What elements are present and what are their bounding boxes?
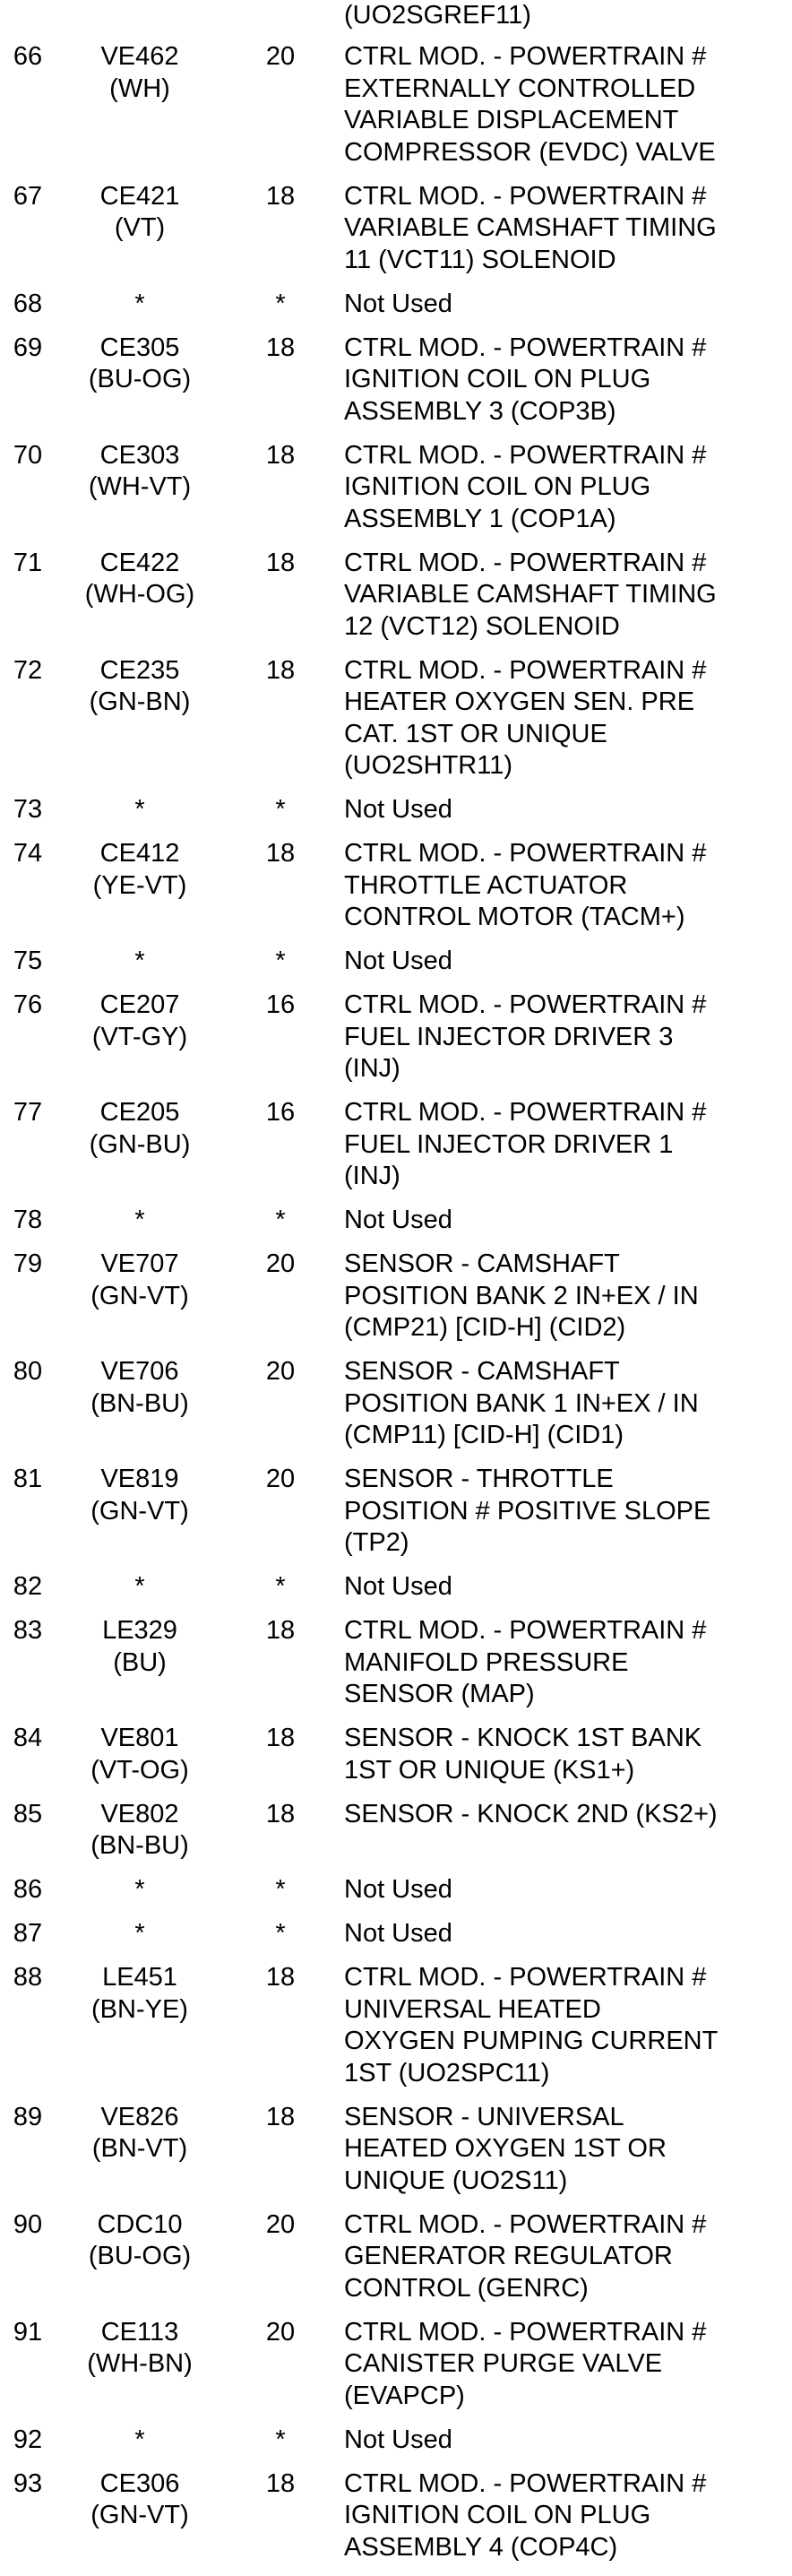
pin-number: 68 [13,289,43,318]
pin-number: 70 [13,440,43,470]
pin-number: 82 [13,1572,43,1601]
pin-number: 81 [13,1465,43,1493]
circuit-code: * [134,947,145,975]
function-text: SENSOR - CAMSHAFT POSITION BANK 2 IN+EX / IN (CMP21) [CID-H] (CID2) [344,1249,699,1342]
function-text: CTRL MOD. - POWERTRAIN # CANISTER PURGE VALVE (EVAPCP) [344,2317,707,2410]
circuit-code: CE303 (WH-VT) [88,440,192,501]
pin-number: 83 [13,1616,43,1645]
wire-gauge: 18 [265,1963,296,1992]
table-row [0,1205,792,1249]
table-row [0,1723,792,1799]
table-row [0,41,792,181]
pin-number: 66 [13,42,43,71]
circuit-code: VE707 (GN-VT) [90,1249,189,1310]
table-row [0,2209,792,2317]
table-row [0,2425,792,2468]
pin-number: 75 [13,947,43,975]
function-text: Not Used [344,1572,452,1601]
continuation-row [0,0,792,41]
circuit-code: * [134,289,145,318]
function-text: CTRL MOD. - POWERTRAIN # FUEL INJECTOR DRIVER 3 (INJ) [344,990,707,1083]
table-row [0,838,792,946]
function-text: CTRL MOD. - POWERTRAIN # VARIABLE CAMSHAFT TIMING 12 (VCT12) SOLENOID [344,548,717,641]
table-row [0,1962,792,2102]
function-text: CTRL MOD. - POWERTRAIN # MANIFOLD PRESSURE SENSOR (MAP) [344,1616,707,1708]
pin-number: 91 [13,2317,43,2347]
table-row [0,2102,792,2209]
wire-gauge: * [275,1572,286,1601]
table-row [0,289,792,333]
pin-number: 80 [13,1357,43,1386]
function-text: SENSOR - CAMSHAFT POSITION BANK 1 IN+EX / IN (CMP11) [CID-H] (CID1) [344,1357,699,1449]
table-row [0,1464,792,1571]
function-text: SENSOR - THROTTLE POSITION # POSITIVE SLOPE (TP2) [344,1465,711,1557]
function-text: Not Used [344,2425,452,2454]
circuit-code: * [134,1875,145,1904]
circuit-code: CE412 (YE-VT) [92,839,187,900]
table-row [0,1874,792,1918]
pin-number: 69 [13,333,43,362]
table-row [0,655,792,795]
function-text: CTRL MOD. - POWERTRAIN # EXTERNALLY CONTROLLED VARIABLE DISPLACEMENT COMPRESSOR (EVDC) VALVE [344,42,716,167]
wire-gauge: 20 [265,1465,296,1493]
wire-gauge: 18 [265,839,296,868]
circuit-code: CE205 (GN-BU) [89,1098,191,1159]
circuit-code: CDC10 (BU-OG) [88,2209,192,2270]
wire-gauge: 18 [265,1616,296,1645]
function-text: (UO2SGREF11) [344,1,531,30]
function-text: CTRL MOD. - POWERTRAIN # IGNITION COIL ON PLUG ASSEMBLY 3 (COP3B) [344,333,707,426]
function-text: CTRL MOD. - POWERTRAIN # FUEL INJECTOR DRIVER 1 (INJ) [344,1098,707,1190]
pin-number: 67 [13,181,43,211]
wire-gauge: 18 [265,548,296,577]
circuit-code: CE113 (WH-BN) [87,2317,193,2378]
pin-number: 90 [13,2209,43,2239]
pin-number: 77 [13,1098,43,1127]
function-text: CTRL MOD. - POWERTRAIN # GENERATOR REGULATOR CONTROL (GENRC) [344,2209,707,2303]
table-row [0,333,792,440]
function-text: Not Used [344,1206,452,1234]
wire-gauge: * [275,1206,286,1234]
wire-gauge: 20 [265,2209,296,2239]
circuit-code: CE305 (BU-OG) [88,333,192,393]
wire-gauge: 16 [265,1098,296,1127]
circuit-code: LE451 (BN-YE) [91,1963,188,2024]
table-row [0,440,792,548]
table-row [0,990,792,1097]
table-row [0,794,792,838]
wire-gauge: * [275,947,286,975]
pin-number: 79 [13,1249,43,1278]
circuit-code: CE421 (VT) [99,181,180,242]
wire-gauge: 20 [265,1357,296,1386]
circuit-code: * [134,1919,145,1948]
table-row [0,1571,792,1615]
wire-gauge: 18 [265,333,296,362]
table-row [0,2468,792,2576]
wire-gauge: 18 [265,2468,296,2498]
function-text: Not Used [344,795,452,824]
wire-gauge: 18 [265,181,296,211]
wire-gauge: 20 [265,1249,296,1278]
table-row [0,1356,792,1464]
wire-gauge: * [275,1919,286,1948]
function-text: CTRL MOD. - POWERTRAIN # THROTTLE ACTUATOR CONTROL MOTOR (TACM+) [344,839,707,931]
circuit-code: VE462 (WH) [100,42,179,103]
pin-number: 85 [13,1799,43,1828]
circuit-code: VE706 (BN-BU) [90,1357,189,1418]
pin-number: 88 [13,1963,43,1992]
table-row [0,1615,792,1723]
pin-number: 93 [13,2468,43,2498]
table-row [0,1097,792,1205]
function-text: CTRL MOD. - POWERTRAIN # IGNITION COIL ON PLUG ASSEMBLY 1 (COP1A) [344,440,707,533]
function-text: Not Used [344,1875,452,1904]
table-row [0,1249,792,1356]
function-text: CTRL MOD. - POWERTRAIN # HEATER OXYGEN SEN. PRE CAT. 1ST OR UNIQUE (UO2SHTR11) [344,655,707,780]
wire-gauge: 18 [265,2102,296,2131]
function-text: CTRL MOD. - POWERTRAIN # VARIABLE CAMSHAFT TIMING 11 (VCT11) SOLENOID [344,181,717,274]
wire-gauge: 20 [265,42,296,71]
table-row [0,2317,792,2425]
pin-number: 84 [13,1724,43,1752]
circuit-code: * [134,795,145,824]
circuit-code: VE819 (GN-VT) [90,1465,189,1526]
wire-gauge: * [275,2425,286,2454]
function-text: Not Used [344,947,452,975]
pin-rows [0,41,792,2576]
circuit-code: * [134,1206,145,1234]
function-text: SENSOR - KNOCK 2ND (KS2+) [344,1799,718,1828]
pin-number: 89 [13,2102,43,2131]
function-text: CTRL MOD. - POWERTRAIN # IGNITION COIL ON PLUG ASSEMBLY 4 (COP4C) [344,2468,707,2562]
circuit-code: CE235 (GN-BN) [89,655,191,716]
circuit-code: VE801 (VT-OG) [90,1724,189,1785]
function-text: CTRL MOD. - POWERTRAIN # UNIVERSAL HEATED OXYGEN PUMPING CURRENT 1ST (UO2SPC11) [344,1963,719,2088]
circuit-code: VE802 (BN-BU) [90,1799,189,1860]
circuit-code: CE207 (VT-GY) [91,990,188,1051]
circuit-code: * [134,1572,145,1601]
pin-number: 72 [13,655,43,685]
circuit-code: CE422 (WH-OG) [84,548,195,609]
table-row [0,1799,792,1875]
pin-number: 78 [13,1206,43,1234]
pin-number: 92 [13,2425,43,2454]
pin-number: 74 [13,839,43,868]
wire-gauge: * [275,795,286,824]
function-text: Not Used [344,1919,452,1948]
circuit-code: CE306 (GN-VT) [90,2468,189,2529]
wire-gauge: 18 [265,1799,296,1828]
wire-gauge: * [275,289,286,318]
wire-gauge: 18 [265,1724,296,1752]
function-text: SENSOR - KNOCK 1ST BANK 1ST OR UNIQUE (KS1+) [344,1724,702,1785]
table-row [0,548,792,655]
wire-gauge: 20 [265,2317,296,2347]
wire-gauge: 18 [265,440,296,470]
table-row [0,1918,792,1962]
table-row [0,946,792,990]
pin-number: 71 [13,548,43,577]
wire-gauge: * [275,1875,286,1904]
pin-number: 73 [13,795,43,824]
circuit-code: VE826 (BN-VT) [91,2102,188,2163]
pin-number: 87 [13,1919,43,1948]
table-row [0,181,792,289]
circuit-code: * [134,2425,145,2454]
pin-number: 86 [13,1875,43,1904]
wire-gauge: 18 [265,655,296,685]
function-text: SENSOR - UNIVERSAL HEATED OXYGEN 1ST OR UNIQUE (UO2S11) [344,2102,667,2195]
pin-number: 76 [13,990,43,1019]
circuit-code: LE329 (BU) [102,1616,177,1677]
wire-gauge: 16 [265,990,296,1019]
function-text: Not Used [344,289,452,318]
